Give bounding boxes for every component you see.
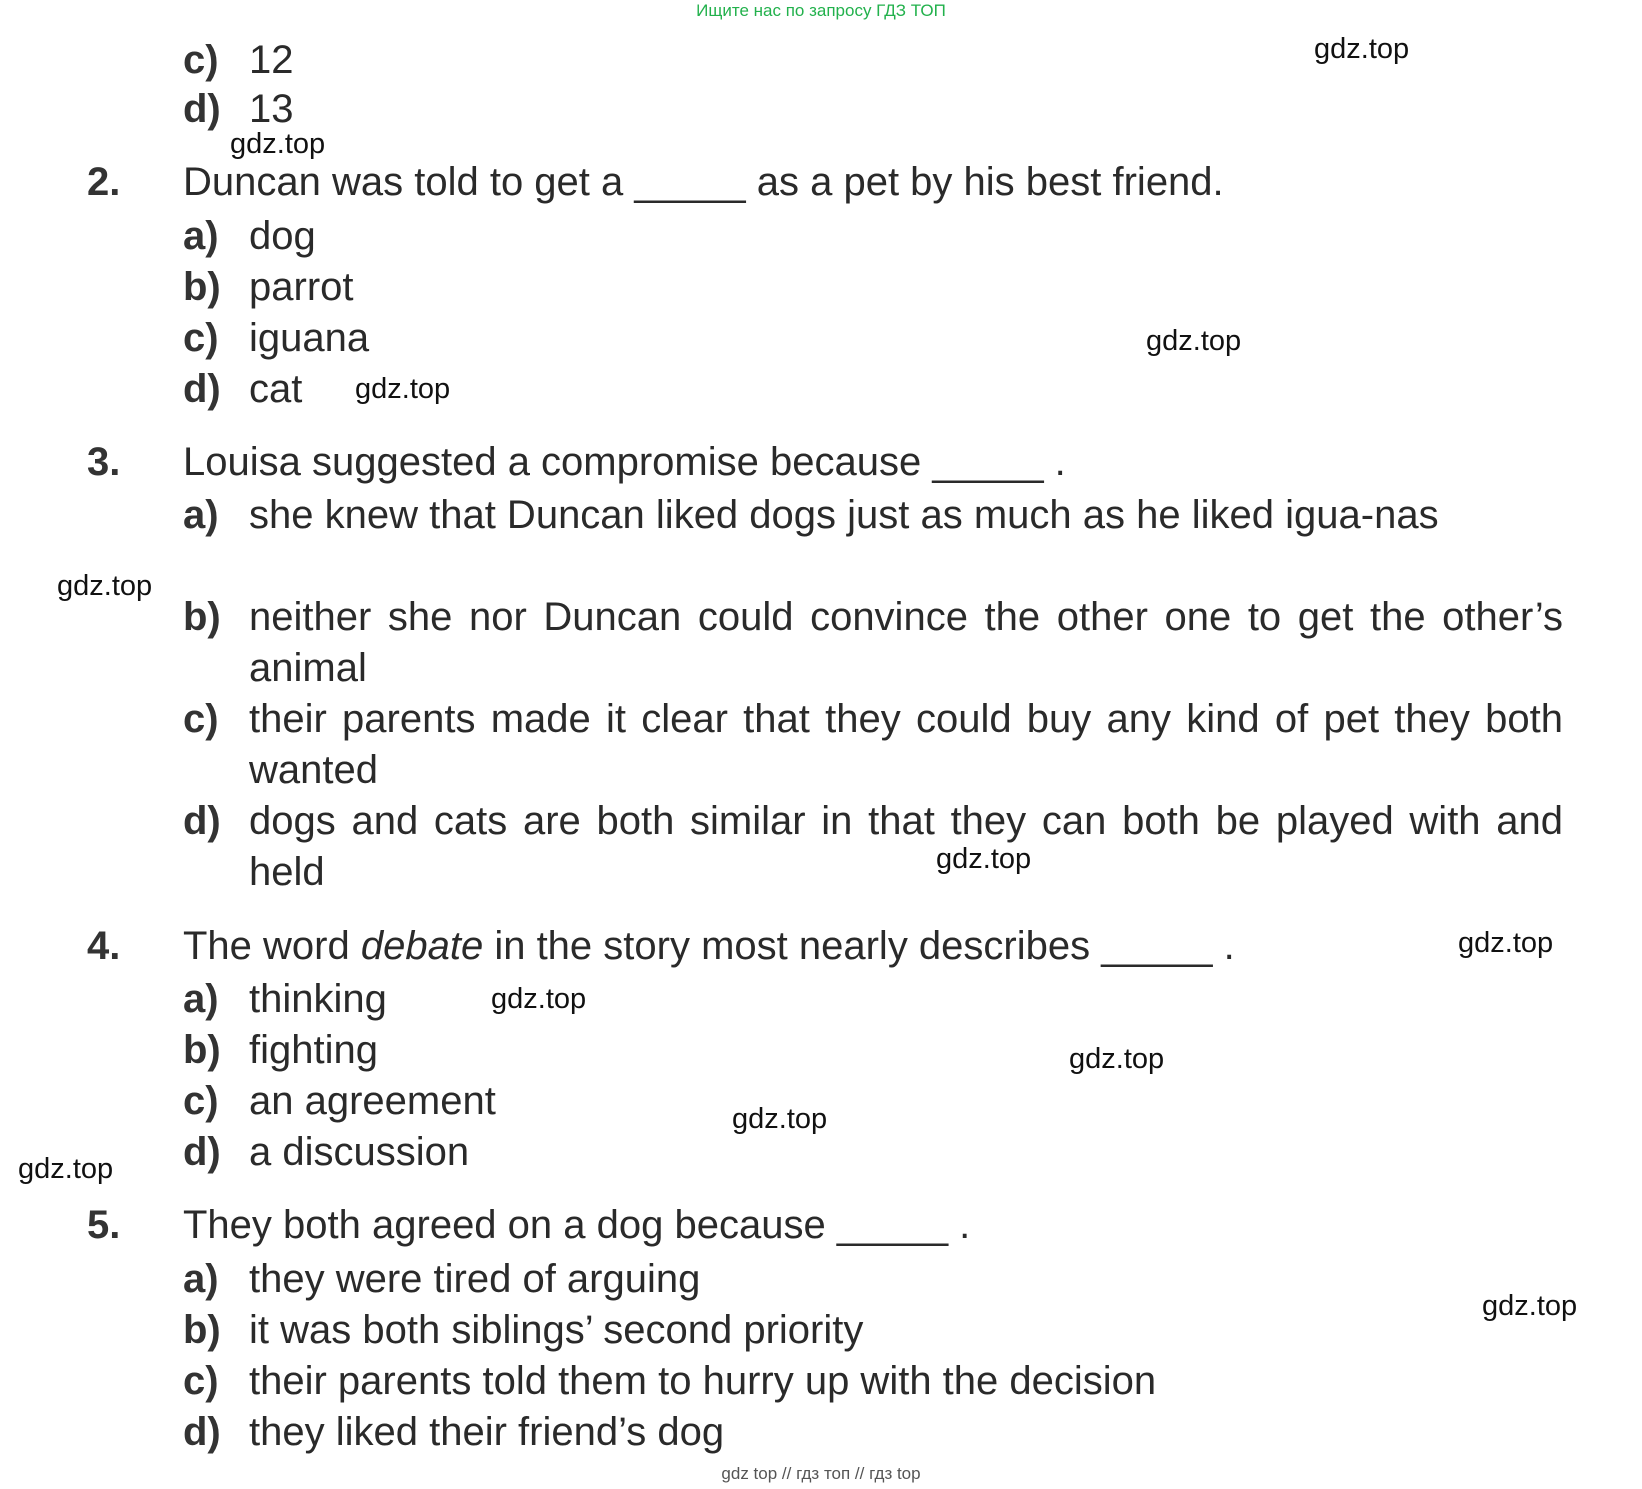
option-text: parrot [249, 265, 354, 309]
option-text: a discussion [249, 1130, 470, 1174]
q3-option-c [183, 694, 1563, 796]
q2-option-a [183, 211, 1563, 262]
q5-option-c [183, 1356, 1563, 1407]
question-5-stem: They both agreed on a dog because _____ . [183, 1203, 971, 1247]
option-text: it was both siblings’ second priority [249, 1308, 864, 1352]
option-text: 12 [249, 38, 294, 82]
watermark: gdz.top [1482, 1290, 1578, 1322]
option-text: neither she nor Duncan could convince the other one to get the other’s animal [249, 595, 1563, 690]
option-text: thinking [249, 977, 387, 1021]
q1-option-d [183, 84, 1563, 135]
option-letter: d) [183, 799, 221, 843]
q3-option-d [183, 796, 1563, 898]
q2-option-b [183, 262, 1563, 313]
stem-text-before: The word [183, 924, 361, 968]
watermark: gdz.top [1146, 325, 1242, 357]
bottom-banner-text: gdz top // гдз топ // гдз top [721, 1464, 921, 1483]
option-letter: b) [183, 595, 221, 639]
option-letter: b) [183, 265, 221, 309]
watermark: gdz.top [355, 373, 451, 405]
option-letter: c) [183, 38, 219, 82]
q5-option-b [183, 1305, 1563, 1356]
watermark: gdz.top [1458, 927, 1554, 959]
question-3-stem: Louisa suggested a compromise because _____ . [183, 440, 1066, 484]
q2-option-c [183, 313, 1563, 364]
option-letter: d) [183, 367, 221, 411]
option-letter: d) [183, 1130, 221, 1174]
watermark: gdz.top [57, 570, 153, 602]
option-text: iguana [249, 316, 370, 360]
option-text: they liked their friend’s dog [249, 1410, 725, 1454]
q4-option-b [183, 1025, 1563, 1076]
q3-option-b [183, 592, 1563, 694]
top-banner-text: Ищите нас по запросу ГДЗ ТОП [696, 1, 946, 20]
q4-option-a [183, 974, 1563, 1025]
option-letter: c) [183, 697, 219, 741]
question-4-number: 4. [87, 924, 121, 968]
option-text: an agreement [249, 1079, 496, 1123]
option-text: she knew that Duncan liked dogs just as much as he liked igua-nas [249, 493, 1439, 537]
q4-option-d [183, 1127, 1563, 1178]
option-letter: b) [183, 1028, 221, 1072]
stem-text-after: in the story most nearly describes _____ . [483, 924, 1235, 968]
option-text: dog [249, 214, 316, 258]
watermark: gdz.top [18, 1153, 114, 1185]
question-2-number: 2. [87, 160, 121, 204]
option-text: their parents told them to hurry up with the decision [249, 1359, 1157, 1403]
option-letter: c) [183, 1079, 219, 1123]
watermark: gdz.top [230, 128, 326, 160]
q5-option-d [183, 1407, 1563, 1458]
option-letter: b) [183, 1308, 221, 1352]
watermark: gdz.top [491, 983, 587, 1015]
question-3-number: 3. [87, 440, 121, 484]
q5-option-a [183, 1254, 1563, 1305]
watermark: gdz.top [1314, 33, 1410, 65]
watermark: gdz.top [936, 843, 1032, 875]
q3-option-a [183, 490, 1563, 541]
option-text: cat [249, 367, 303, 411]
option-text: fighting [249, 1028, 378, 1072]
option-text: they were tired of arguing [249, 1257, 701, 1301]
option-text: dogs and cats are both similar in that they can both be played with and held [249, 799, 1563, 894]
option-text: their parents made it clear that they could buy any kind of pet they both wanted [249, 697, 1563, 792]
option-letter: a) [183, 1257, 219, 1301]
option-letter: c) [183, 1359, 219, 1403]
option-letter: a) [183, 977, 219, 1021]
option-letter: c) [183, 316, 219, 360]
q4-option-c [183, 1076, 1563, 1127]
watermark: gdz.top [1069, 1043, 1165, 1075]
option-letter: d) [183, 1410, 221, 1454]
question-5-number: 5. [87, 1203, 121, 1247]
question-4-stem [183, 924, 1235, 969]
option-text: 13 [249, 87, 294, 131]
stem-keyword: debate [360, 924, 484, 968]
option-letter: a) [183, 214, 219, 258]
option-letter: a) [183, 493, 219, 537]
question-2-stem: Duncan was told to get a _____ as a pet by his best friend. [183, 160, 1224, 204]
watermark: gdz.top [732, 1103, 828, 1135]
option-letter: d) [183, 87, 221, 131]
